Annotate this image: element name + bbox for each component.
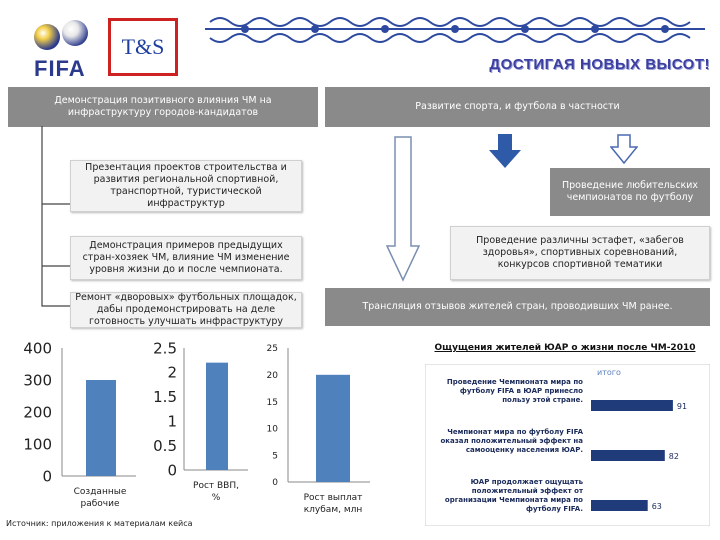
y-tick-label: 0.5 <box>153 436 177 455</box>
survey-value: 91 <box>676 402 688 411</box>
fifa-logo <box>30 18 102 81</box>
right-item-3: Трансляция отзывов жителей стран, проводивших ЧМ ранее. <box>325 288 710 326</box>
right-header: Развитие спорта, и футбола в частности <box>325 87 710 127</box>
fifa-wordmark: FIFA <box>34 56 86 81</box>
y-tick-label: 200 <box>23 403 52 422</box>
x-category-label: Созданные рабочие <box>73 487 127 509</box>
ts-logo: T&S <box>108 18 178 76</box>
bar <box>206 363 228 470</box>
y-tick-label: 10 <box>266 424 278 435</box>
y-tick-label: 100 <box>23 435 52 454</box>
x-category-label: Рост ВВП, % <box>193 481 239 503</box>
arrow-down-outline-icon <box>386 136 420 282</box>
y-tick-label: 2.5 <box>153 339 177 358</box>
survey-row-label: Чемпионат мира по футболу FIFA оказал положительный эффект на самооценку населения ЮАР. <box>440 428 583 454</box>
survey-panel <box>425 364 710 526</box>
left-item-2: Демонстрация примеров предыдущих стран-хозяек ЧМ, влияние ЧМ изменение уровня жизни до и после чемпионата. <box>70 236 302 280</box>
y-tick-label: 20 <box>266 370 278 381</box>
y-tick-label: 400 <box>23 339 52 358</box>
right-item-2: Проведение различны эстафет, «забегов здоровья», спортивных соревнований, конкурсов спортивной тематики <box>450 226 710 280</box>
arrow-down-small-icon <box>610 134 638 164</box>
y-tick-label: 1.5 <box>153 388 177 407</box>
y-tick-label: 0 <box>42 467 52 486</box>
football-icon <box>62 20 88 46</box>
y-tick-label: 1 <box>167 412 177 431</box>
y-tick-label: 25 <box>266 344 278 355</box>
survey-legend: итого <box>597 368 621 377</box>
ornament-band <box>205 14 705 50</box>
survey-row-label: Проведение Чемпионата мира по футболу FIFA в ЮАР принесло пользу этой стране. <box>446 378 583 404</box>
arrow-down-filled-icon <box>489 134 521 168</box>
survey-title: Ощущения жителей ЮАР о жизни после ЧМ-2010 <box>434 343 696 353</box>
y-tick-label: 0 <box>272 478 278 489</box>
y-tick-label: 0 <box>167 461 177 480</box>
survey-value: 82 <box>668 452 679 461</box>
survey-bar <box>591 500 648 511</box>
survey-bar <box>591 450 665 461</box>
y-tick-label: 2 <box>167 363 177 382</box>
survey-bar <box>591 400 673 411</box>
bar <box>316 375 350 482</box>
survey-row-label: ЮАР продолжает ощущать положительный эффект от организации Чемпионата мира по футболу FIFA. <box>444 478 583 513</box>
right-item-1: Проведение любительских чемпионатов по футболу <box>550 168 710 216</box>
y-tick-label: 5 <box>272 451 278 462</box>
left-item-3: Ремонт «дворовых» футбольных площадок, дабы продемонстрировать на деле готовность улучшать инфраструктуру <box>70 292 302 328</box>
source-note: Источник: приложения к материалам кейса <box>6 519 193 528</box>
tree-connector <box>40 126 80 316</box>
y-tick-label: 15 <box>266 397 278 408</box>
left-header: Демонстрация позитивного влияния ЧМ на инфраструктуру городов-кандидатов <box>8 87 318 127</box>
headline: ДОСТИГАЯ НОВЫХ ВЫСОТ! <box>489 56 710 73</box>
bar <box>86 380 116 476</box>
x-category-label: Рост выплат клубам, млн <box>303 493 363 515</box>
football-icon <box>34 24 60 50</box>
y-tick-label: 300 <box>23 371 52 390</box>
left-item-1: Презентация проектов строительства и развития региональной спортивной, транспортной, туристической инфраструктур <box>70 160 302 212</box>
survey-value: 63 <box>651 502 662 511</box>
